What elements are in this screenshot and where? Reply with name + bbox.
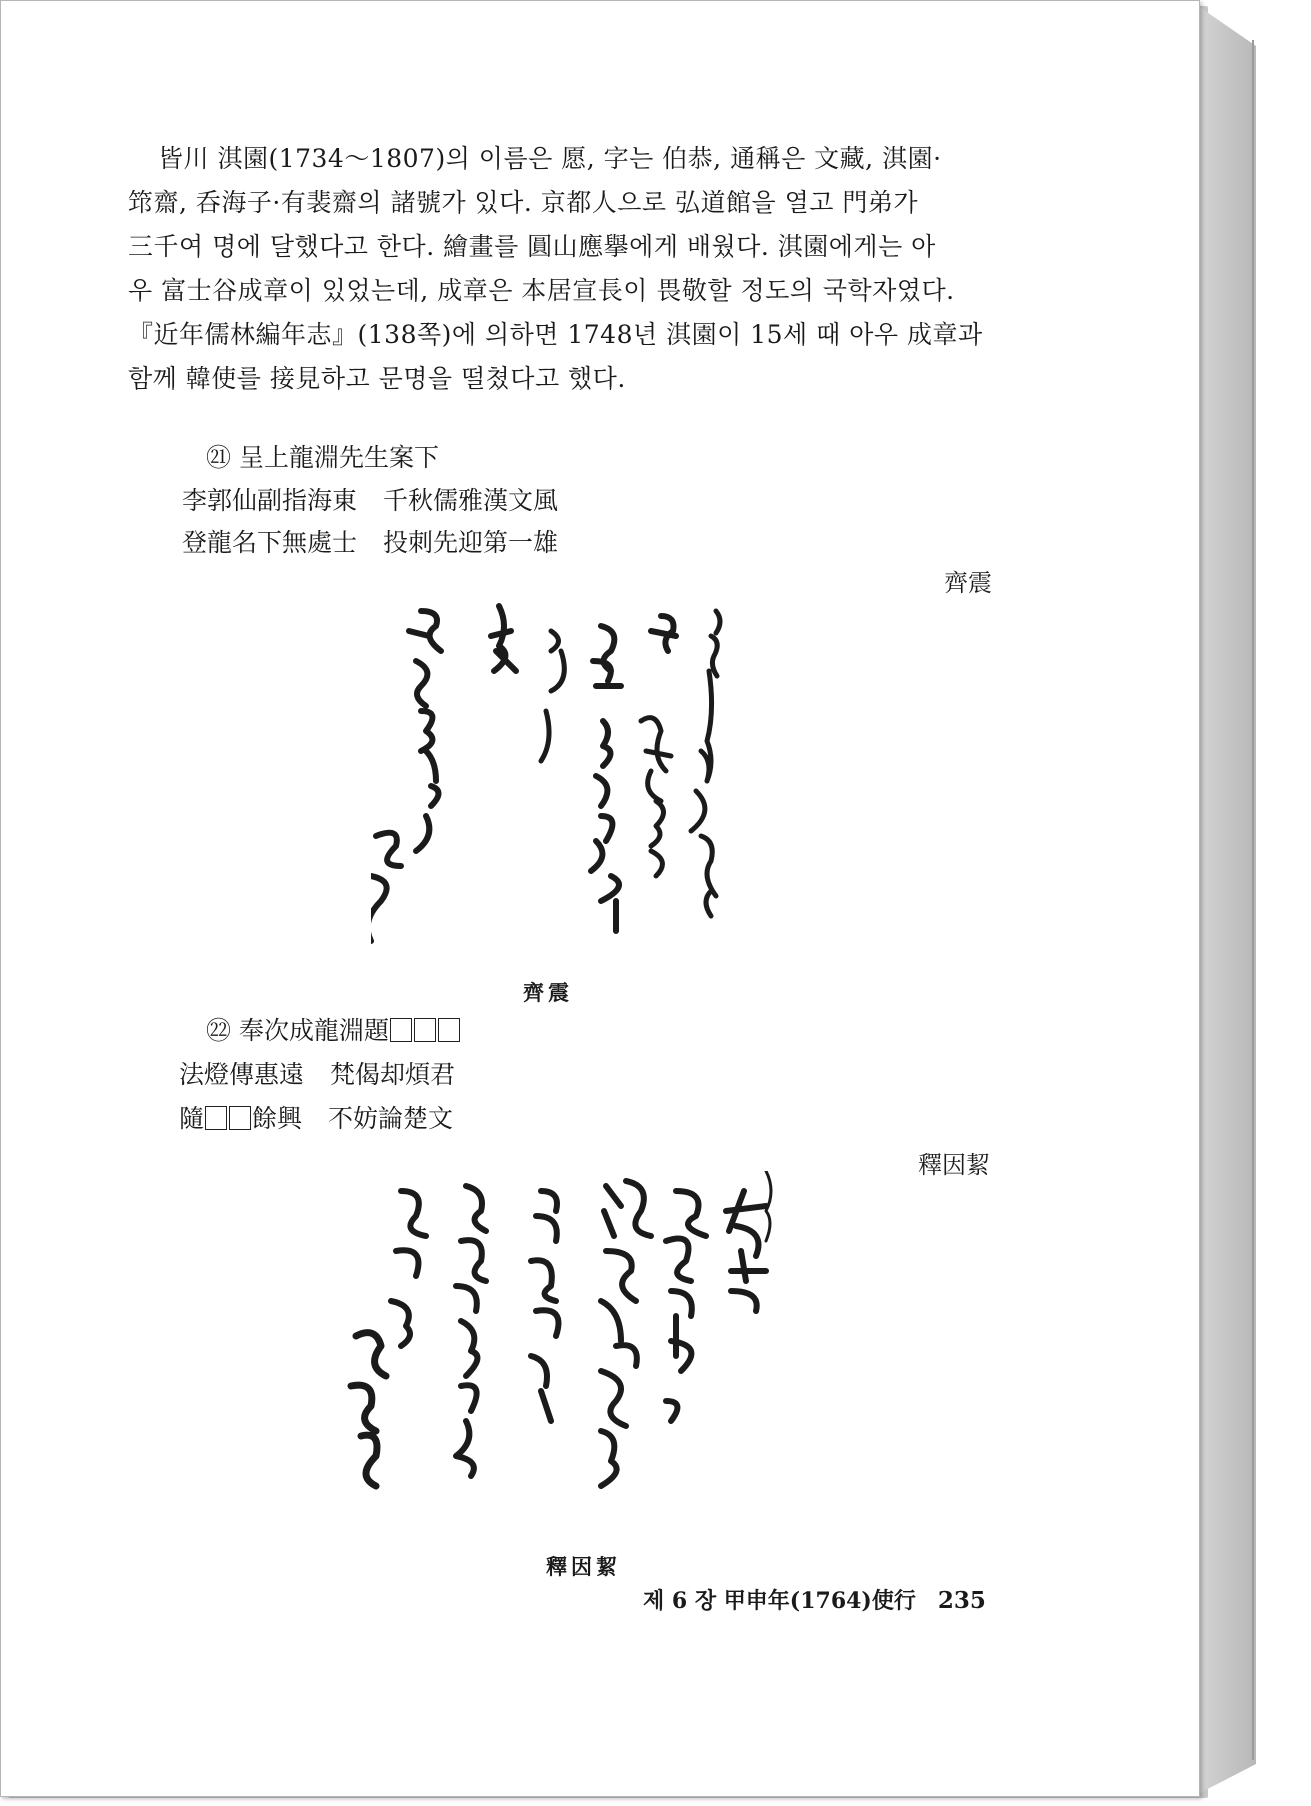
paragraph-line: 우 富士谷成章이 있었는데, 成章은 本居宣長이 畏敬할 정도의 국학자였다.: [128, 276, 955, 305]
poem-21-line-2-second: 投刺先迎第一雄: [383, 528, 559, 557]
intro-paragraph: [128, 137, 1030, 401]
missing-character-box: [205, 1106, 227, 1130]
poem-22-author: 釋因絜: [918, 1151, 990, 1179]
poem-22-line-2: [179, 1099, 453, 1135]
page-stack-line: [1252, 40, 1254, 1760]
chapter-running-head: 제 6 장 甲申年(1764)使行: [643, 1588, 916, 1614]
page-content: [1, 1, 1199, 1796]
poem-22-line-2-second: 不妨論楚文: [328, 1104, 454, 1133]
missing-character-box: [414, 1018, 436, 1042]
poem-22-line-2-end: 餘興: [252, 1104, 303, 1133]
missing-character-box: [438, 1018, 460, 1042]
poem-22-caption: 釋因絜: [546, 1554, 621, 1579]
poem-21-line-2-first: 登龍名下無處士: [182, 528, 358, 557]
poem-21-author: 齊震: [944, 569, 992, 597]
page-number: 235: [937, 1587, 986, 1614]
poem-22-line-1-second: 梵偈却煩君: [330, 1060, 456, 1089]
paragraph-line: 皆川 淇園(1734～1807)의 이름은 愿, 字는 伯恭, 通稱은 文藏, 淇園·: [158, 144, 942, 173]
missing-character-box: [229, 1106, 251, 1130]
page-footer: [643, 1584, 986, 1615]
poem-22-line-1-first: 法燈傳惠遠: [179, 1060, 305, 1089]
poem-21-line-1-first: 李郭仙副指海東: [182, 486, 358, 515]
poem-21-calligraphy-image: [371, 591, 741, 961]
poem-22-calligraphy-image: [346, 1171, 796, 1541]
page-stack-edge: [1198, 6, 1256, 1794]
paragraph-line: 筇齋, 呑海子·有裴齋의 諸號가 있다. 京都人으로 弘道館을 열고 門弟가: [128, 188, 918, 217]
poem-22-line-1: [179, 1055, 455, 1091]
poem-22-title-text: ㉒ 奉次成龍淵題: [206, 1016, 389, 1045]
poem-21-title: ㉑ 呈上龍淵先生案下: [206, 443, 439, 472]
poem-22-title: [206, 1011, 461, 1047]
paragraph-line: 함께 韓使를 接見하고 문명을 떨쳤다고 했다.: [128, 364, 626, 393]
paragraph-line: 三千여 명에 달했다고 한다. 繪畫를 圓山應擧에게 배웠다. 淇園에게는 아: [128, 232, 936, 261]
paragraph-line: 『近年儒林編年志』(138쪽)에 의하면 1748년 淇園이 15세 때 아우 成章과: [128, 320, 983, 349]
poem-21-line-1: [182, 481, 558, 517]
poem-22-line-2-start: 隨: [179, 1104, 205, 1133]
poem-21-line-2: [182, 523, 558, 559]
poem-21-line-1-second: 千秋儒雅漢文風: [383, 486, 559, 515]
poem-21-caption: 齊震: [523, 980, 573, 1005]
missing-character-box: [390, 1018, 412, 1042]
